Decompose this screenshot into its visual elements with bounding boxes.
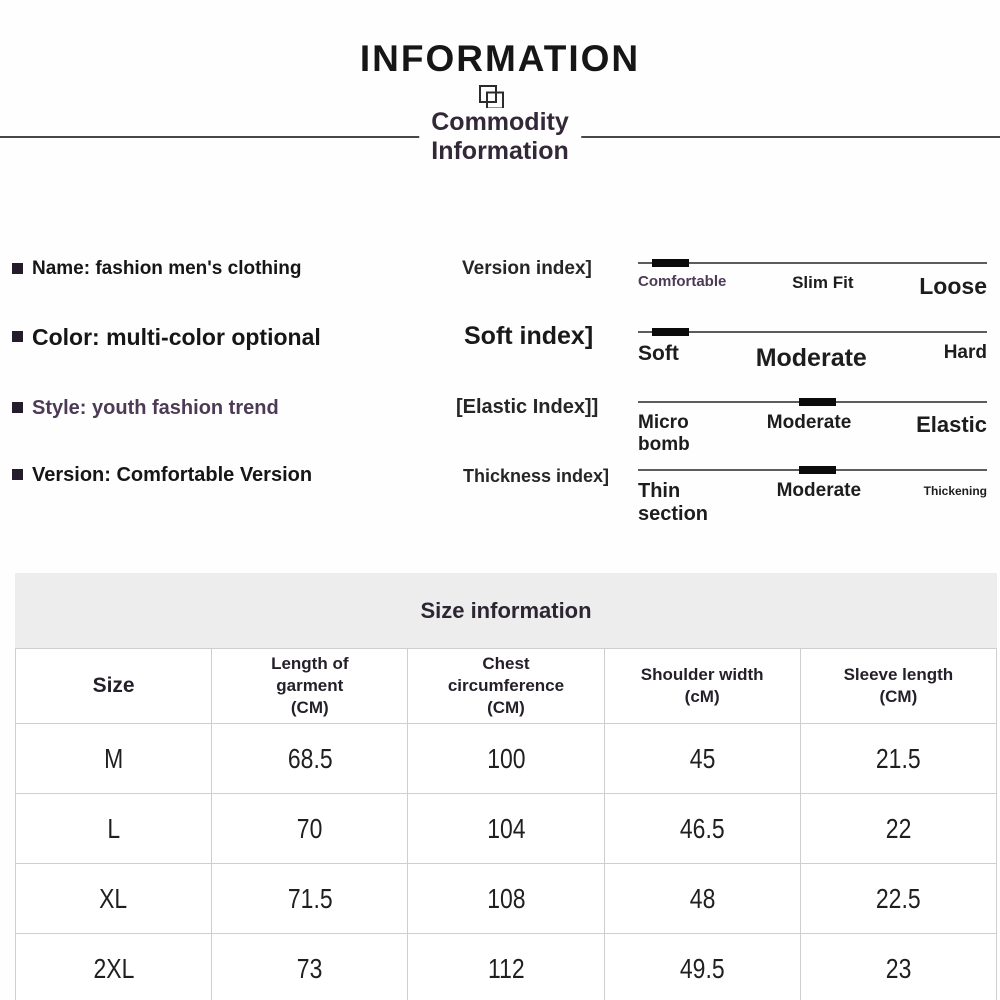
slider-scale-labels xyxy=(638,273,987,299)
attribute-style xyxy=(12,397,279,420)
table-row-xl xyxy=(16,864,997,934)
slider-track xyxy=(638,401,987,403)
cell-value: 70 xyxy=(297,812,323,844)
cell-value: 112 xyxy=(487,952,525,984)
cell-value: XL xyxy=(99,882,128,914)
cell-value: 73 xyxy=(297,952,323,984)
page-title: INFORMATION xyxy=(359,38,641,79)
scale-option: Micro bomb xyxy=(638,412,690,455)
size-table-title: Size information xyxy=(15,573,997,648)
table-row-m xyxy=(16,724,997,794)
section-subtitle xyxy=(419,108,581,166)
scale-option: Thin section xyxy=(638,480,709,525)
cell-value: M xyxy=(104,742,124,774)
slider-thumb xyxy=(652,328,689,336)
scale-option: Thickening xyxy=(923,484,987,498)
table-header-row xyxy=(16,649,997,724)
scale-option: Moderate xyxy=(776,480,862,501)
cell-value: 22 xyxy=(885,812,912,844)
attribute-label: Version: Comfortable Version xyxy=(32,464,313,486)
scale-option: Slim Fit xyxy=(792,273,854,292)
scale-option: Comfortable xyxy=(638,273,727,290)
version-index-label: Version index] xyxy=(462,258,592,279)
slider-track xyxy=(638,469,987,471)
soft-index-slider xyxy=(638,331,987,373)
subtitle-line-2: Information xyxy=(431,137,569,165)
square-bullet-icon xyxy=(12,263,23,274)
column-header-length: Length of garment (CM) xyxy=(212,649,408,724)
subtitle-line-1: Commodity xyxy=(431,108,569,136)
cell-value: 2XL xyxy=(93,952,135,984)
size-information-section xyxy=(15,573,997,1000)
attribute-color xyxy=(12,324,321,351)
thickness-index-slider xyxy=(638,469,987,526)
cell-value: 49.5 xyxy=(679,952,725,984)
attribute-label: Name: fashion men's clothing xyxy=(32,258,302,279)
square-bullet-icon xyxy=(12,402,23,413)
cell-value: 45 xyxy=(689,742,715,774)
cell-value: 22.5 xyxy=(876,882,921,914)
scale-option: Moderate xyxy=(766,412,852,433)
slider-thumb xyxy=(799,466,836,474)
scale-option: Hard xyxy=(943,342,987,363)
scale-option: Soft xyxy=(638,342,679,365)
slider-scale-labels xyxy=(638,342,987,373)
square-bullet-icon xyxy=(12,469,23,480)
slider-scale-labels xyxy=(638,412,987,456)
cell-value: L xyxy=(107,812,120,844)
version-index-slider xyxy=(638,262,987,299)
elastic-index-slider xyxy=(638,401,987,456)
scale-option: Elastic xyxy=(916,412,987,437)
column-header-sleeve: Sleeve length (CM) xyxy=(800,649,996,724)
table-row-2xl xyxy=(16,934,997,1000)
scale-option: Moderate xyxy=(755,344,867,372)
cell-value: 100 xyxy=(486,742,526,774)
square-bullet-icon xyxy=(12,331,23,342)
column-header-chest: Chest circumference (CM) xyxy=(408,649,604,724)
cell-value: 71.5 xyxy=(287,882,333,914)
table-row-l xyxy=(16,794,997,864)
cell-value: 23 xyxy=(885,952,912,984)
attribute-version xyxy=(12,464,312,487)
slider-track xyxy=(638,331,987,333)
cell-value: 108 xyxy=(486,882,526,914)
slider-scale-labels xyxy=(638,480,987,526)
cell-value: 68.5 xyxy=(287,742,333,774)
scale-option: Loose xyxy=(919,273,987,299)
attribute-name xyxy=(12,258,302,280)
attribute-label: Style: youth fashion trend xyxy=(32,397,279,419)
cell-value: 48 xyxy=(689,882,715,914)
elastic-index-label: [Elastic Index]] xyxy=(456,396,599,418)
cell-value: 21.5 xyxy=(876,742,921,774)
slider-thumb xyxy=(799,398,836,406)
column-header-size: Size xyxy=(16,649,212,724)
column-header-shoulder: Shoulder width (cM) xyxy=(604,649,800,724)
soft-index-label: Soft index] xyxy=(464,322,594,350)
size-table xyxy=(15,648,997,1000)
thickness-index-label: Thickness index] xyxy=(463,466,610,486)
attribute-label: Color: multi-color optional xyxy=(32,324,321,350)
slider-track xyxy=(638,262,987,264)
cell-value: 46.5 xyxy=(679,812,725,844)
cell-value: 104 xyxy=(486,812,526,844)
slider-thumb xyxy=(652,259,689,267)
